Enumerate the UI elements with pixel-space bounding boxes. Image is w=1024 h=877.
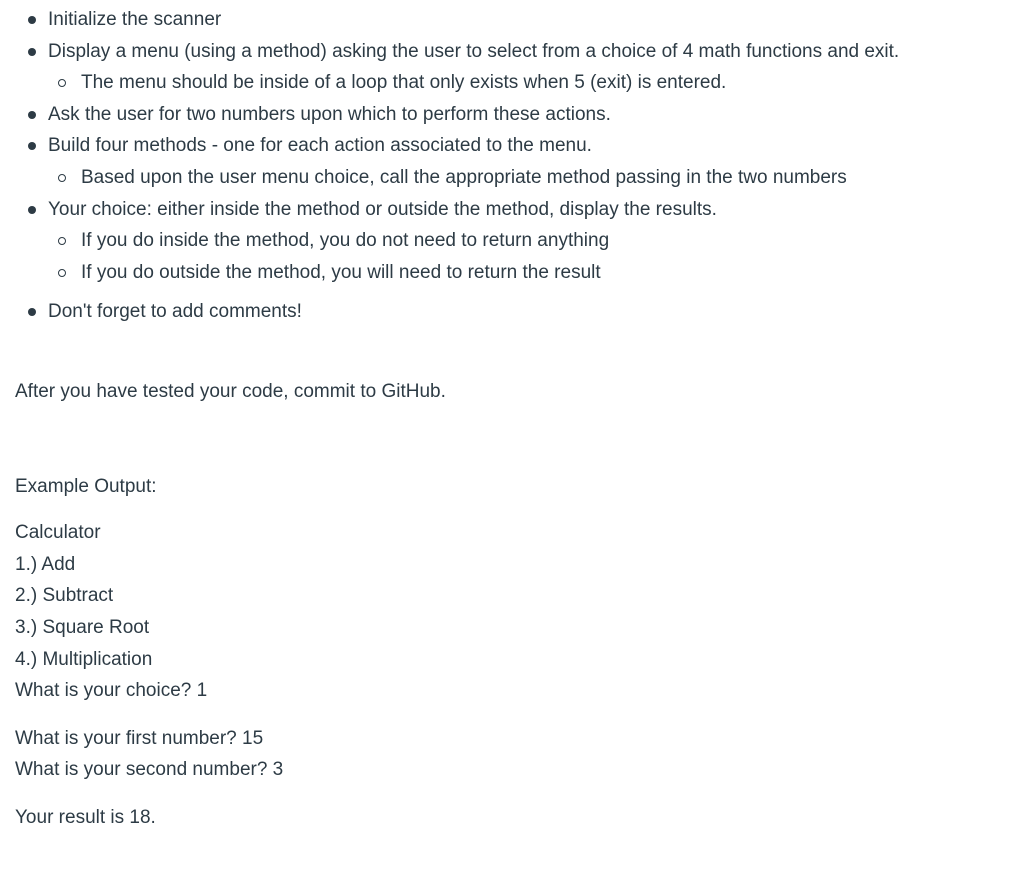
list-item [15, 296, 1005, 328]
sub-list-item [48, 225, 1005, 257]
circle-bullet-icon [58, 237, 66, 245]
requirements-list [15, 4, 1005, 328]
example-input-output [15, 723, 1005, 786]
bullet-icon [28, 111, 36, 119]
list-item [15, 36, 1005, 99]
bullet-icon [28, 206, 36, 214]
circle-bullet-icon [58, 269, 66, 277]
example-heading: Example Output: [15, 475, 157, 497]
sub-list-item [48, 162, 1005, 194]
example-menu-output [15, 517, 1005, 707]
list-item-text: Display a menu (using a method) asking the user to select from a choice of 4 math functions and exit. [48, 40, 900, 62]
list-item [15, 194, 1005, 289]
list-item [15, 99, 1005, 131]
output-line: Calculator [15, 522, 101, 544]
sub-list-item [48, 257, 1005, 289]
output-line: Your result is 18. [15, 806, 156, 828]
list-item-text: Ask the user for two numbers upon which to perform these actions. [48, 103, 611, 125]
sub-list-item [48, 67, 1005, 99]
sub-list [48, 67, 1005, 99]
list-item-text: Initialize the scanner [48, 9, 222, 30]
bullet-icon [28, 48, 36, 56]
output-line: What is your choice? 1 [15, 680, 208, 702]
list-item [15, 4, 1005, 36]
sub-list-item-text: The menu should be inside of a loop that only exists when 5 (exit) is entered. [81, 72, 727, 94]
commit-instruction: After you have tested your code, commit to GitHub. [15, 380, 446, 402]
list-item-text: Don't forget to add comments! [48, 301, 302, 323]
circle-bullet-icon [58, 174, 66, 182]
output-line: 1.) Add [15, 553, 76, 575]
output-line: 4.) Multiplication [15, 648, 153, 670]
bullet-icon [28, 142, 36, 150]
output-line: 2.) Subtract [15, 585, 114, 607]
list-item [15, 130, 1005, 193]
sub-list-item-text: If you do outside the method, you will need to return the result [81, 261, 601, 283]
sub-list [48, 162, 1005, 194]
output-line: What is your first number? 15 [15, 727, 264, 749]
sub-list [48, 225, 1005, 288]
output-line: What is your second number? 3 [15, 759, 284, 781]
output-line: 3.) Square Root [15, 616, 150, 638]
list-item-text: Build four methods - one for each action associated to the menu. [48, 135, 592, 157]
circle-bullet-icon [58, 79, 66, 87]
sub-list-item-text: If you do inside the method, you do not need to return anything [81, 230, 610, 252]
bullet-icon [28, 308, 36, 316]
example-result-output [15, 802, 1005, 834]
bullet-icon [28, 16, 36, 24]
assignment-content [15, 4, 1005, 833]
sub-list-item-text: Based upon the user menu choice, call the appropriate method passing in the two numbers [81, 166, 847, 188]
list-item-text: Your choice: either inside the method or outside the method, display the results. [48, 198, 717, 220]
